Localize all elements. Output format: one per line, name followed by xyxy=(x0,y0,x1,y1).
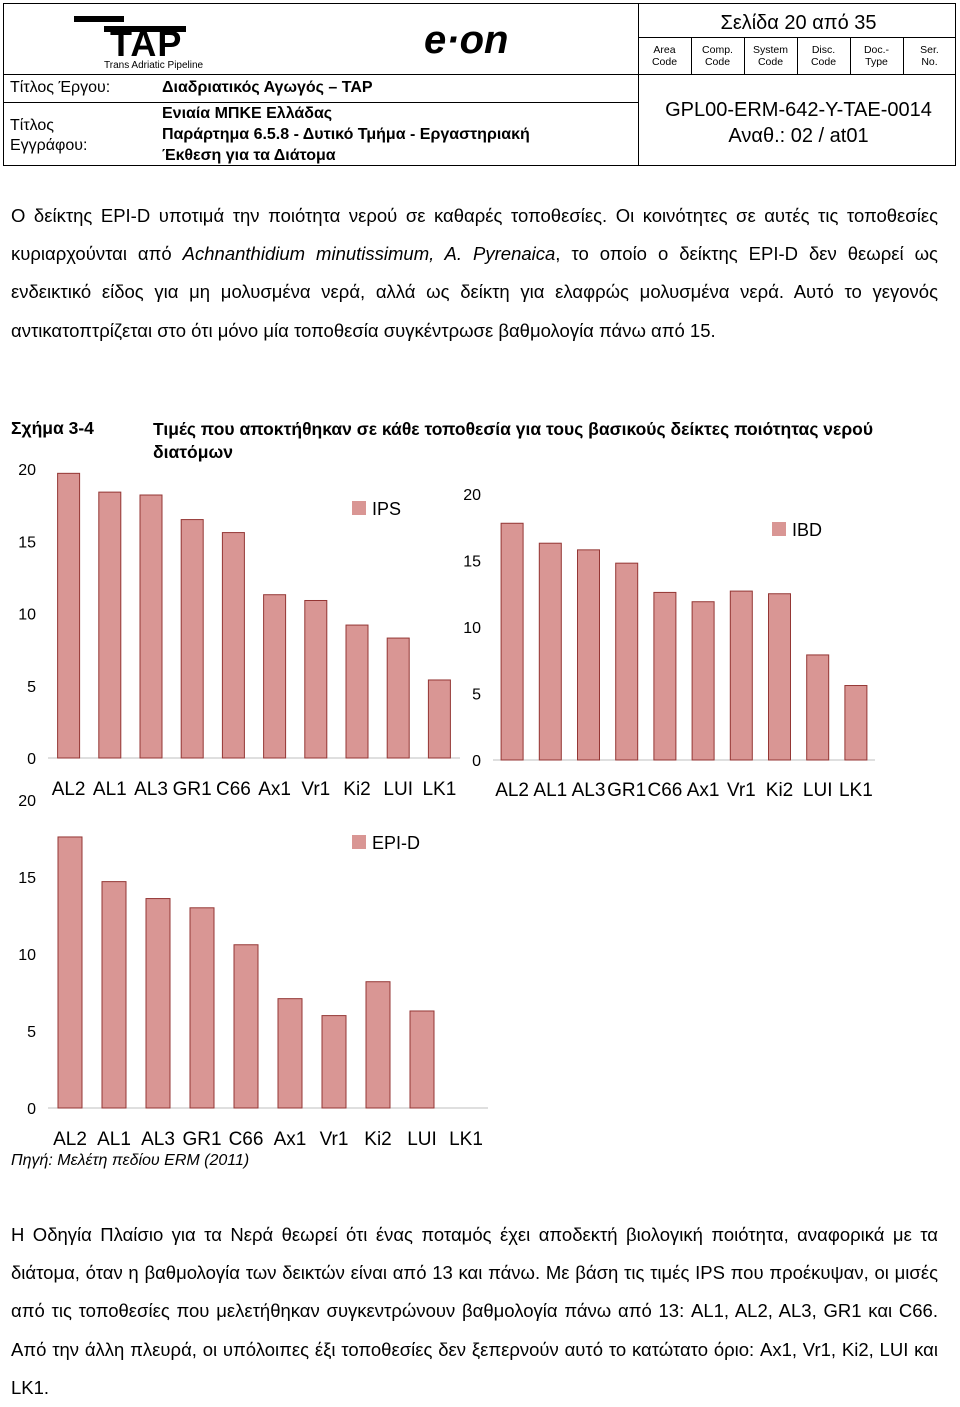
bar-Ax1 xyxy=(264,595,286,758)
species-name: Achnanthidium minutissimum, A. Pyrenaica xyxy=(182,243,556,265)
x-tick-label: Ax1 xyxy=(273,1129,307,1150)
code-column-doctype: Doc.- Type xyxy=(863,44,890,68)
doc-title-line-2: Παράρτημα 6.5.8 - Δυτικό Τμήμα - Εργαστηριακή xyxy=(162,126,530,143)
bar-GR1 xyxy=(616,563,638,760)
legend-label: IBD xyxy=(792,520,823,540)
y-tick-label: 15 xyxy=(18,534,36,552)
y-tick-label: 0 xyxy=(27,1101,36,1118)
y-tick-label: 10 xyxy=(463,620,481,637)
x-tick-label: LUI xyxy=(802,780,833,800)
x-tick-label: GR1 xyxy=(172,779,212,800)
x-tick-label: C66 xyxy=(647,780,683,800)
project-title-label: Τίτλος Έργου: xyxy=(10,79,111,96)
x-tick-label: AL1 xyxy=(97,1129,131,1150)
bar-AL2 xyxy=(58,473,80,758)
bar-Vr1 xyxy=(305,600,327,758)
bar-LK1 xyxy=(428,680,450,758)
bar-C66 xyxy=(234,945,258,1108)
bar-LK1 xyxy=(845,686,867,760)
x-tick-label: C66 xyxy=(215,779,251,800)
eon-logo-text: e·on xyxy=(424,20,509,60)
bar-Ax1 xyxy=(278,999,302,1108)
bar-AL3 xyxy=(146,899,170,1108)
y-tick-label: 15 xyxy=(463,553,481,571)
bar-Ki2 xyxy=(769,594,791,760)
bar-C66 xyxy=(654,592,676,760)
x-tick-label: AL2 xyxy=(53,1129,87,1150)
bar-C66 xyxy=(222,533,244,758)
bar-AL1 xyxy=(99,492,121,758)
bar-AL2 xyxy=(501,523,523,760)
x-tick-label: GR1 xyxy=(607,780,647,800)
y-tick-label: 20 xyxy=(18,462,36,479)
bar-Ax1 xyxy=(692,602,714,760)
x-tick-label: Vr1 xyxy=(319,1129,349,1150)
page-number: Σελίδα 20 από 35 xyxy=(720,12,877,34)
x-tick-label: AL3 xyxy=(571,780,606,800)
x-tick-label: AL3 xyxy=(134,779,168,800)
x-tick-label: Ki2 xyxy=(765,780,794,800)
bar-LUI xyxy=(807,655,829,760)
y-tick-label: 0 xyxy=(472,753,481,770)
bar-Vr1 xyxy=(322,1016,346,1108)
y-tick-label: 20 xyxy=(18,793,36,810)
x-tick-label: LK1 xyxy=(449,1129,483,1150)
bar-Vr1 xyxy=(730,591,752,760)
bar-LUI xyxy=(410,1011,434,1108)
x-tick-label: Ki2 xyxy=(364,1129,392,1150)
tap-logo-subtitle: Trans Adriatic Pipeline xyxy=(104,60,204,70)
bar-GR1 xyxy=(181,520,203,758)
y-tick-label: 0 xyxy=(27,751,36,768)
chart-ips xyxy=(0,455,470,800)
x-tick-label: Vr1 xyxy=(301,779,331,800)
x-tick-label: Ax1 xyxy=(686,780,720,800)
code-column-serno: Ser. No. xyxy=(920,44,939,68)
x-tick-label: AL2 xyxy=(51,779,86,800)
code-column-system: System Code xyxy=(752,44,788,68)
x-tick-label: AL3 xyxy=(141,1129,175,1150)
body-paragraph-2: Η Οδηγία Πλαίσιο για τα Νερά θεωρεί ότι ένας ποταμός έχει αποδεκτή βιολογική ποιότητα, αναφορικά με τα διάτομα, όταν η βαθμολογία των δεικτών είναι από 13 και πάνω. Με βάση τις τιμές IPS που προέκυψαν, οι μισές από τις τοποθεσίες που μελετήθηκαν συγκεντρώνουν βαθμολογία πάνω από 13: AL1, AL2, AL3, GR1 και C66. Από την άλλη πλευρά, οι υπόλοιπες έξι τοποθεσίες δεν ξεπερνούν αυτό το κατώτατο όριο: Ax1, Vr1, Ki2, LUI και LK1. xyxy=(11,1224,938,1398)
x-tick-label: AL1 xyxy=(533,780,568,800)
legend-label: EPI-D xyxy=(372,833,421,853)
doc-title-label-2: Εγγράφου: xyxy=(10,137,88,154)
y-tick-label: 5 xyxy=(27,678,36,696)
y-tick-label: 20 xyxy=(463,487,481,504)
x-tick-label: AL1 xyxy=(92,779,127,800)
x-tick-label: LK1 xyxy=(838,780,873,800)
x-tick-label: GR1 xyxy=(182,1129,222,1150)
figure-number: Σχήμα 3-4 xyxy=(11,418,94,438)
x-tick-label: C66 xyxy=(228,1129,264,1150)
bar-Ki2 xyxy=(366,982,390,1108)
bar-AL1 xyxy=(539,543,561,760)
y-tick-label: 10 xyxy=(18,606,36,624)
x-tick-label: LK1 xyxy=(422,779,457,800)
y-tick-label: 5 xyxy=(472,686,481,704)
project-title-value: Διαδριατικός Αγωγός – TAP xyxy=(162,79,373,96)
chart-ibd xyxy=(450,478,880,800)
legend-swatch xyxy=(352,501,366,515)
code-column-disc: Disc. Code xyxy=(810,44,837,68)
x-tick-label: Ki2 xyxy=(343,779,371,800)
bar-AL3 xyxy=(578,550,600,760)
doc-title-label-1: Τίτλος xyxy=(10,117,55,134)
bar-Ki2 xyxy=(346,625,368,758)
tap-logo xyxy=(74,12,264,70)
document-code: GPL00-ERM-642-Y-TAE-0014 xyxy=(665,99,932,121)
bar-AL1 xyxy=(102,882,126,1108)
bar-AL3 xyxy=(140,495,162,758)
x-tick-label: LUI xyxy=(407,1129,437,1150)
figure-title: Τιμές που αποκτήθηκαν σε κάθε τοποθεσία για τους βασικούς δείκτες ποιότητας νερού διατόμων xyxy=(153,419,874,462)
bar-LUI xyxy=(387,638,409,758)
x-tick-label: Vr1 xyxy=(726,780,756,800)
x-tick-label: AL2 xyxy=(495,780,530,800)
x-tick-label: Ax1 xyxy=(258,779,291,800)
tap-logo-text: TAP xyxy=(110,23,183,64)
code-column-area: Area Code xyxy=(651,44,678,68)
document-header xyxy=(3,3,956,166)
legend-swatch xyxy=(352,835,366,849)
bar-GR1 xyxy=(190,908,214,1108)
legend-label: IPS xyxy=(372,499,402,519)
y-tick-label: 15 xyxy=(18,870,36,887)
legend-swatch xyxy=(772,522,786,536)
doc-title-line-3: Έκθεση για τα Διάτομα xyxy=(162,147,336,164)
y-tick-label: 5 xyxy=(27,1024,36,1041)
code-column-comp: Comp. Code xyxy=(702,44,733,68)
bar-AL2 xyxy=(58,837,82,1108)
x-tick-label: LUI xyxy=(383,779,413,800)
chart-epid xyxy=(0,788,500,1153)
figure-source: Πηγή: Μελέτη πεδίου ERM (2011) xyxy=(11,1152,250,1169)
revision-number: Αναθ.: 02 / at01 xyxy=(728,125,869,147)
body-paragraph-1: Ο δείκτης EPI-D υποτιμά την ποιότητα νερού σε καθαρές τοποθεσίες. Οι κοινότητες σε αυτές τις τοποθεσίες κυριαρχούνται από Achnanthidium minutissimum, A. Pyrenaica, το οποίο ο δείκτης EPI-D δεν θεωρεί ως ενδεικτικό είδος για μη μολυσμένα νερά, αλλά ως δείκτη για ελαφρώς μολυσμένα νερά. Αυτό το γεγονός αντικατοπτρίζεται στο ότι μόνο μία τοποθεσία συγκέντρωσε βαθμολογία πάνω από 15. xyxy=(11,205,938,341)
y-tick-label: 10 xyxy=(18,947,36,964)
doc-title-line-1: Ενιαία ΜΠΚΕ Ελλάδας xyxy=(162,105,333,122)
eon-logo xyxy=(424,20,544,60)
